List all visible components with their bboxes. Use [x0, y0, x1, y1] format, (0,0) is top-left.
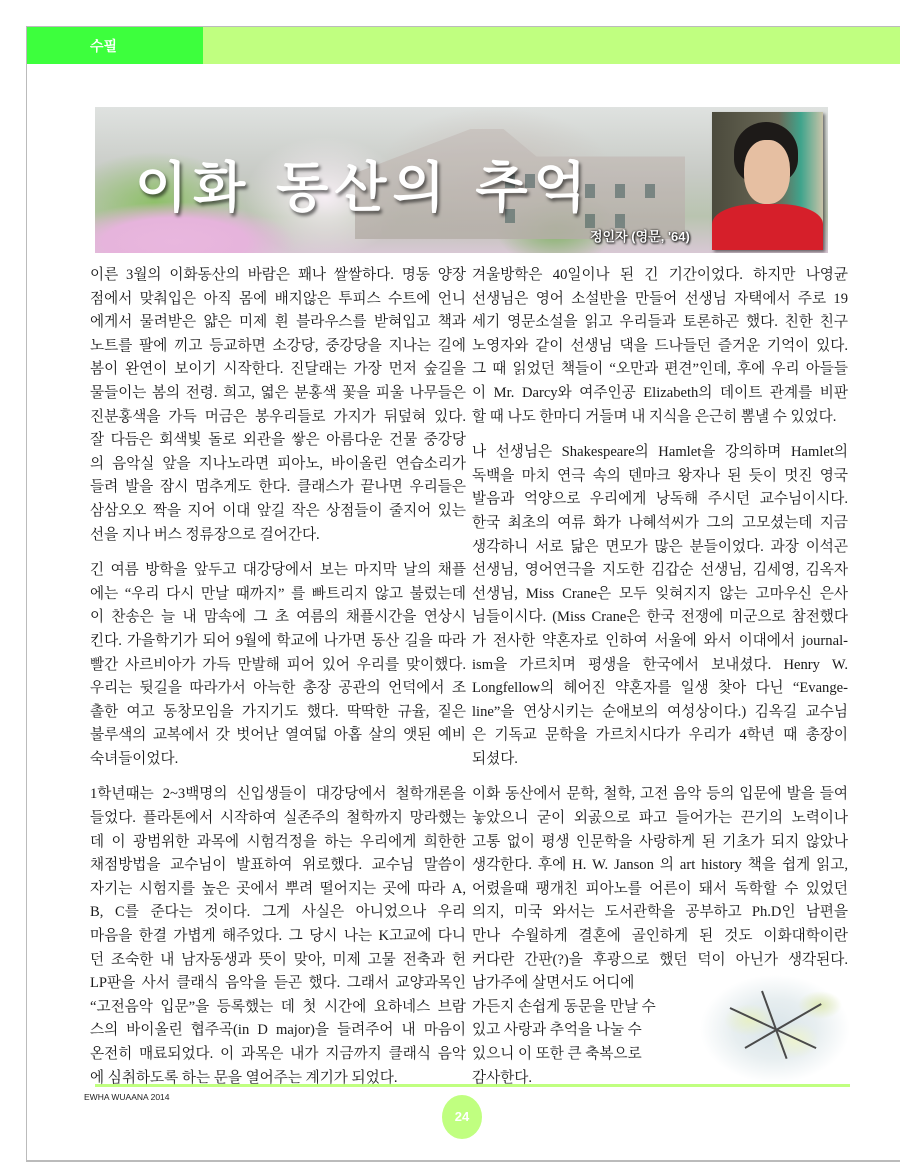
text-line: line”을 연상시키는 순애보의 여성상이다.) 김옥길 교수님	[472, 703, 848, 720]
text-line: 데 이 광범위한 과목에 시험걱정을 하는 우리에게 희한한	[90, 833, 466, 850]
text-line: Longfellow의 헤어진 약혼자를 일생 찾아 다닌 “Evange-	[472, 680, 848, 697]
text-line: 삼삼오오 짝을 지어 이대 앞길 작은 상점들이 줄지어 있는	[90, 502, 466, 519]
text-line: 자기는 시험지를 높은 곳에서 뿌려 떨어지는 곳에 따라 A,	[90, 880, 466, 897]
text-line: 생각하니 서로 닮은 면모가 많은 분들이었다. 과장 이석곤	[472, 538, 848, 555]
text-line: 이 찬송은 늘 내 맘속에 그 초 여름의 채플시간을 연상시	[90, 609, 466, 626]
text-line: 들려 발을 잠시 멈추게도 한다. 클래스가 끝나면 우리들은	[90, 479, 466, 496]
text-line: 봄이 완연이 보이기 시작한다. 진달래는 가장 먼저 숲길을	[90, 361, 466, 378]
text-line: 가 전사한 약혼자로 인하여 서울에 와서 이대에서 journal-	[472, 632, 848, 649]
text-line: 진분홍색을 가득 머금은 봉우리들로 가지가 뒤덮혀 있다.	[90, 408, 466, 425]
text-line: 채점방법을 교수님이 발표하여 위로했다. 교수님 말씀이	[90, 857, 466, 874]
publication-name: EWHA WUAANA 2014	[84, 1092, 170, 1102]
text-line: B, C를 준다는 것이다. 그게 사실은 아니었으나 우리	[90, 904, 466, 921]
text-line: 그 때 읽었던 책들이 “오만과 편견”인데, 후에 우리 아들들	[472, 361, 848, 378]
text-line: 던 조숙한 내 남자동생과 뜻이 맞아, 미제 고물 전축과 헌	[90, 951, 466, 968]
text-line: 독백을 마치 연극 속의 덴마크 왕자나 된 듯이 멋진 영국	[472, 467, 848, 484]
text-line: 남가주에 살면서도 어디에	[472, 975, 635, 992]
text-line: 물들이는 봄의 전령. 희고, 엷은 분홍색 꽃을 피울 나무들은	[90, 384, 466, 401]
text-line: 1학년때는 2~3백명의 신입생들이 대강당에서 철학개론을	[90, 786, 466, 803]
text-line: 있고 사랑과 추억을 나눌 수	[472, 1022, 642, 1039]
text-line: 들었다. 플라톤에서 시작하여 실존주의 철학까지 망라했는	[90, 810, 466, 827]
text-line: 에게서 물려받은 얇은 미제 흰 블라우스를 받혀입고 책과	[90, 314, 466, 331]
text-line: 노트를 팔에 끼고 등교하면 소강당, 중강당을 지나는 길에	[90, 337, 466, 354]
text-line: 고통 없이 평생 인문학을 사랑하게 된 기초가 되지 않았나	[472, 833, 848, 850]
text-line: 에는 “우리 다시 만날 때까지” 를 빠트리지 않고 불렀는데	[90, 585, 466, 602]
text-line: 이른 3월의 이화동산의 바람은 꽤나 쌀쌀하다. 명동 양장	[90, 267, 466, 283]
text-line: 나 선생님은 Shakespeare의 Hamlet을 강의하며 Hamlet의	[472, 444, 848, 461]
text-line: 선생님, Miss Crane은 모두 잊혀지지 않는 고마우신 은사	[472, 585, 848, 602]
text-line: 불루색의 교복에서 갓 벗어난 열여덟 아홉 살의 앳된 예비	[90, 727, 466, 744]
title-banner-image	[95, 107, 828, 253]
text-line: “고전음악 입문”을 등록했는 데 첫 시간에 요하네스 브람	[90, 998, 466, 1015]
text-line: 의지, 미국 와서는 도서관학을 공부하고 Ph.D인 남편을	[472, 904, 848, 921]
text-line: 어렸을때 팽개친 피아노를 어른이 돼서 독학할 수 있었던	[472, 880, 848, 897]
text-line: 이 Mr. Darcy와 여주인공 Elizabeth의 데이트 관계를 비판	[472, 384, 848, 401]
section-tab	[27, 27, 203, 64]
page-number: 24	[442, 1095, 482, 1139]
paragraph	[472, 441, 848, 771]
text-line: 할 때 나도 한마디 거들며 내 지식을 은근히 뽐낼 수 있었다.	[472, 408, 837, 425]
text-line: 발음과 억양으로 우리에게 낭독해 주시던 교수님이시다.	[472, 491, 848, 508]
text-line: 놓았으니 굳이 외곬으로 파고 들어가는 끈기의 노력이나	[472, 810, 848, 827]
text-line: 선을 지나 버스 정류장으로 걸어간다.	[90, 526, 320, 543]
text-line: 님들이시다. (Miss Crane은 한국 전쟁에 미군으로 참전했다	[472, 609, 848, 626]
text-line: 촐한 여고 동창모임을 가지기도 했다. 딱딱한 규율, 짙은	[90, 703, 466, 720]
text-line: 빨간 사르비아가 가득 만발해 피어 있어 우리를 맞이했다.	[90, 656, 466, 673]
author-portrait	[712, 112, 823, 250]
text-line: 은 기독교 문학을 가르치시다가 우리가 4학년 때 총장이	[472, 727, 848, 744]
paragraph	[90, 264, 466, 547]
text-line: 되셨다.	[472, 750, 518, 767]
article-title: 이화 동산의 추억	[135, 156, 592, 219]
text-line: 숙녀들이었다.	[90, 750, 179, 767]
text-line: 한국 최초의 여류 화가 나혜석씨가 그의 고모셨는데 지금	[472, 514, 848, 531]
text-line: 커다란 간판(?)을 후광으로 했던 덕이 아닌가 생각된다.	[472, 951, 848, 968]
text-line: 만나 수월하게 결혼에 골인하게 된 것도 이화대학이란	[472, 928, 848, 945]
paragraph	[472, 783, 848, 1090]
text-line: 감사한다.	[472, 1069, 533, 1086]
text-line: 긴 여름 방학을 앞두고 대강당에서 보는 마지막 날의 채플	[90, 562, 466, 579]
left-column	[90, 264, 466, 1102]
text-line: 우리는 뒷길을 따라가서 아늑한 총장 공관의 언덕에서 조	[90, 680, 466, 697]
text-line: 킨다. 가을학기가 되어 9월에 학교에 나가면 동산 길을 따라	[90, 632, 466, 649]
text-line: 스의 바이올린 협주곡(in D major)을 들려주어 내 마음이	[90, 1022, 466, 1039]
text-line: 생각한다. 후에 H. W. Janson 의 art history 책을 쉽게 읽고,	[472, 857, 848, 874]
text-line: LP판을 사서 클래식 음악을 듣곤 했다. 그래서 교양과목인	[90, 975, 466, 992]
text-line: 있으니 이 또한 큰 축복으로	[472, 1046, 642, 1062]
text-line: ism을 가르치며 평생을 한국에서 보내셨다. Henry W.	[472, 656, 848, 673]
text-line: 점에서 맞춰입은 아직 몸에 배지않은 투피스 수트에 언니	[90, 290, 466, 307]
paragraph	[472, 264, 848, 429]
text-line: 노영자와 같이 선생님 댁을 드나들던 즐거운 기억이 있다.	[472, 337, 848, 354]
text-line: 이화 동산에서 문학, 철학, 고전 음악 등의 입문에 발을 들여	[472, 786, 848, 803]
text-line: 겨울방학은 40일이나 된 긴 기간이었다. 하지만 나영균	[472, 267, 848, 283]
text-line: 에 심취하도록 하는 문을 열어주는 계기가 되었다.	[90, 1069, 398, 1086]
text-line: 선생님, 영어연극을 지도한 김갑순 선생님, 김세영, 김옥자	[472, 562, 848, 579]
text-line: 가든지 손쉽게 동문을 만날 수	[472, 998, 656, 1015]
text-line: 선생님은 영어 소설반을 만들어 선생님 자택에서 주로 19	[472, 290, 848, 307]
paragraph	[90, 783, 466, 1090]
text-line: 의 음악실 앞을 지나노라면 피아노, 바이올린 연습소리가	[90, 455, 466, 472]
section-header-bar	[27, 27, 900, 64]
author-byline: 정인자 (영문, '64)	[590, 229, 690, 244]
text-line: 세기 영문소설을 읽고 우리들과 토론하곤 했다. 친한 친구	[472, 314, 848, 331]
text-line: 마음을 한결 가볍게 해주었다. 그 당시 나는 K고교에 다니	[90, 928, 466, 945]
right-column	[472, 264, 848, 1102]
paragraph	[90, 559, 466, 771]
text-line: 잘 다듬은 회색빛 돌로 외관을 쌓은 아름다운 건물 중강당	[90, 432, 466, 449]
section-label: 수필	[90, 38, 118, 54]
text-line: 온전히 매료되었다. 이 과목은 내가 지금까지 클래식 음악	[90, 1046, 466, 1062]
